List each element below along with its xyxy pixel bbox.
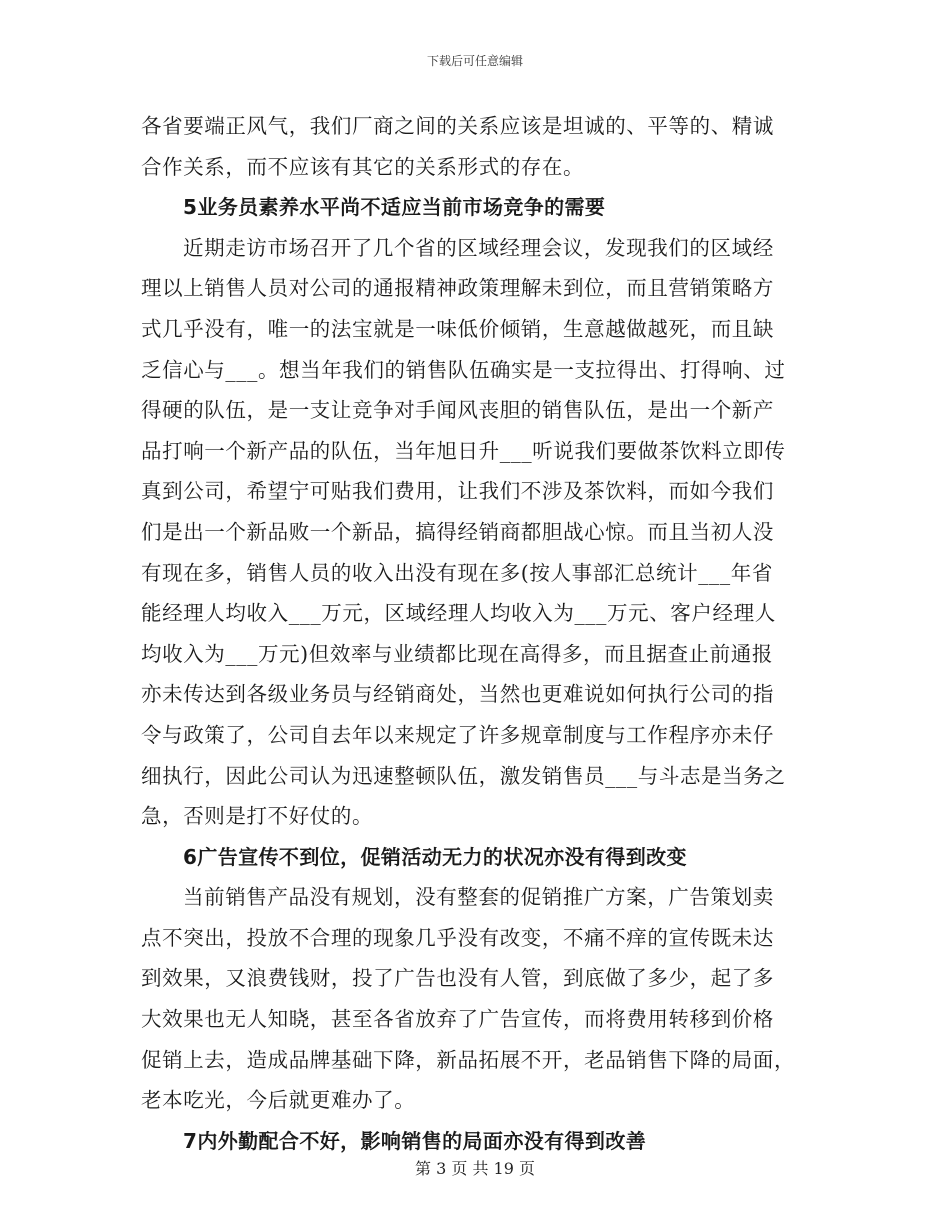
paragraph-line: 亦未传达到各级业务员与经销商处，当然也更难说如何执行公司的指 bbox=[141, 682, 774, 707]
paragraph-line: 得硬的队伍，是一支让竞争对手闻风丧胆的销售队伍，是出一个新产 bbox=[141, 398, 774, 423]
paragraph-line: 能经理人均收入___万元，区域经理人均收入为___万元、客户经理人 bbox=[141, 601, 776, 626]
document-body bbox=[141, 106, 809, 1161]
paragraph-line: 乏信心与___。想当年我们的销售队伍确实是一支拉得出、打得响、过 bbox=[141, 357, 786, 382]
paragraph-line: 均收入为___万元)但效率与业绩都比现在高得多，而且据查止前通报 bbox=[141, 641, 773, 666]
paragraph-line: 令与政策了，公司自去年以来规定了许多规章制度与工作程序亦未仔 bbox=[141, 722, 774, 747]
paragraph-first-line: 近期走访市场召开了几个省的区域经理会议，发现我们的区域经 bbox=[183, 235, 774, 260]
section-heading: 6广告宣传不到位，促销活动无力的状况亦没有得到改变 bbox=[183, 844, 687, 869]
paragraph-line: 有现在多，销售人员的收入出没有现在多(按人事部汇总统计___年省 bbox=[141, 560, 773, 585]
section-heading: 7内外勤配合不好，影响销售的局面亦没有得到改善 bbox=[183, 1128, 647, 1153]
paragraph-line: 大效果也无人知晓，甚至各省放弃了广告宣传，而将费用转移到价格 bbox=[141, 1007, 774, 1032]
paragraph-line: 急，否则是打不好仗的。 bbox=[141, 804, 374, 829]
paragraph-first-line: 当前销售产品没有规划，没有整套的促销推广方案，广告策划卖 bbox=[183, 885, 774, 910]
paragraph-line: 真到公司，希望宁可贴我们费用，让我们不涉及茶饮料，而如今我们 bbox=[141, 479, 774, 504]
paragraph-line: 合作关系，而不应该有其它的关系形式的存在。 bbox=[141, 154, 585, 179]
paragraph-line: 理以上销售人员对公司的通报精神政策理解未到位，而且营销策略方 bbox=[141, 276, 774, 301]
paragraph-line: 各省要端正风气，我们厂商之间的关系应该是坦诚的、平等的、精诚 bbox=[141, 114, 774, 138]
paragraph-line: 们是出一个新品败一个新品，搞得经销商都胆战心惊。而且当初人没 bbox=[141, 519, 774, 544]
page-header-note: 下载后可任意编辑 bbox=[426, 54, 523, 68]
paragraph-line: 品打响一个新产品的队伍，当年旭日升___听说我们要做茶饮料立即传 bbox=[141, 438, 786, 463]
paragraph-line: 到效果，又浪费钱财，投了广告也没有人管，到底做了多少，起了多 bbox=[141, 966, 774, 991]
paragraph-line: 促销上去，造成品牌基础下降，新品拓展不开，老品销售下降的局面， bbox=[141, 1047, 796, 1072]
paragraph-line: 式几乎没有，唯一的法宝就是一味低价倾销，生意越做越死，而且缺 bbox=[141, 316, 774, 341]
paragraph-line: 老本吃光，今后就更难办了。 bbox=[141, 1088, 416, 1113]
section-heading: 5业务员素养水平尚不适应当前市场竞争的需要 bbox=[183, 195, 606, 220]
page-footer: 第 3 页 共 19 页 bbox=[415, 1159, 535, 1178]
paragraph-line: 点不突出，投放不合理的现象几乎没有改变，不痛不痒的宣传既未达 bbox=[141, 925, 774, 950]
paragraph-line: 细执行，因此公司认为迅速整顿队伍，激发销售员___与斗志是当务之 bbox=[141, 763, 786, 788]
